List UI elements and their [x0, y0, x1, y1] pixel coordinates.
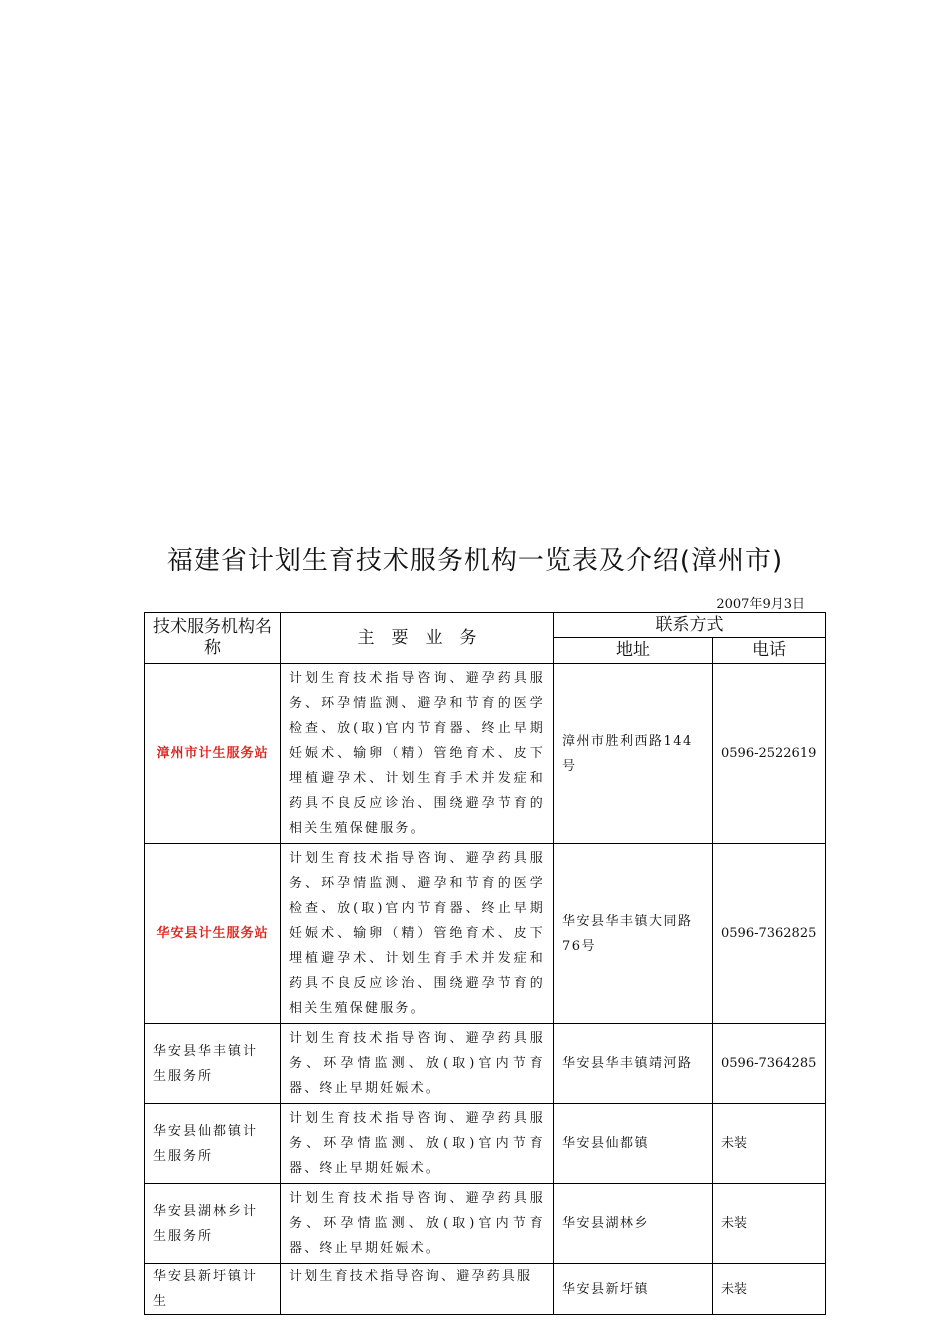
business-cell: 计划生育技术指导咨询、避孕药具服务、环孕情监测、避孕和节育的医学检查、放(取)官内节育器、终止早期妊娠术、输卵（精）管绝育术、皮下埋植避孕术、计划生育手术并发症和药具不良反应诊治、围绕避孕节育的相关生殖保健服务。: [281, 664, 554, 844]
header-business: 主 要 业 务: [281, 613, 554, 664]
org-name-cell: 华安县华丰镇计生服务所: [145, 1024, 281, 1104]
header-phone: 电话: [713, 638, 826, 664]
table-row: [145, 1184, 826, 1264]
address-cell: 华安县新圩镇: [554, 1264, 713, 1315]
phone-cell: 未装: [713, 1264, 826, 1315]
table-row: [145, 1264, 826, 1315]
org-name-cell: 华安县新圩镇计生: [145, 1264, 281, 1315]
phone-cell: 0596-7364285: [713, 1024, 826, 1104]
phone-cell: 0596-7362825: [713, 844, 826, 1024]
business-cell: 计划生育技术指导咨询、避孕药具服: [281, 1264, 554, 1315]
document-title: 福建省计划生育技术服务机构一览表及介绍(漳州市): [166, 546, 784, 576]
org-name-cell: 华安县湖林乡计生服务所: [145, 1184, 281, 1264]
service-institutions-table: [144, 612, 826, 1315]
address-cell: 漳州市胜利西路144号: [554, 664, 713, 844]
address-cell: 华安县华丰镇大同路76号: [554, 844, 713, 1024]
header-address: 地址: [554, 638, 713, 664]
address-cell: 华安县华丰镇靖河路: [554, 1024, 713, 1104]
table-row: [145, 1024, 826, 1104]
table-row: [145, 844, 826, 1024]
org-name-cell: 漳州市计生服务站: [145, 664, 281, 844]
address-cell: 华安县湖林乡: [554, 1184, 713, 1264]
org-name-cell: 华安县计生服务站: [145, 844, 281, 1024]
address-cell: 华安县仙都镇: [554, 1104, 713, 1184]
phone-cell: 未装: [713, 1184, 826, 1264]
header-org-name: 技术服务机构名称: [145, 613, 281, 664]
header-contact: 联系方式: [554, 613, 826, 638]
phone-cell: 未装: [713, 1104, 826, 1184]
table-row: [145, 1104, 826, 1184]
phone-cell: 0596-2522619: [713, 664, 826, 844]
business-cell: 计划生育技术指导咨询、避孕药具服务、环孕情监测、放(取)官内节育器、终止早期妊娠术。: [281, 1184, 554, 1264]
org-name-cell: 华安县仙都镇计生服务所: [145, 1104, 281, 1184]
business-cell: 计划生育技术指导咨询、避孕药具服务、环孕情监测、避孕和节育的医学检查、放(取)官内节育器、终止早期妊娠术、输卵（精）管绝育术、皮下埋植避孕术、计划生育手术并发症和药具不良反应诊治、围绕避孕节育的相关生殖保健服务。: [281, 844, 554, 1024]
business-cell: 计划生育技术指导咨询、避孕药具服务、环孕情监测、放(取)官内节育器、终止早期妊娠术。: [281, 1104, 554, 1184]
table-row: [145, 664, 826, 844]
document-date: 2007年9月3日: [716, 597, 805, 612]
business-cell: 计划生育技术指导咨询、避孕药具服务、环孕情监测、放(取)官内节育器、终止早期妊娠术。: [281, 1024, 554, 1104]
